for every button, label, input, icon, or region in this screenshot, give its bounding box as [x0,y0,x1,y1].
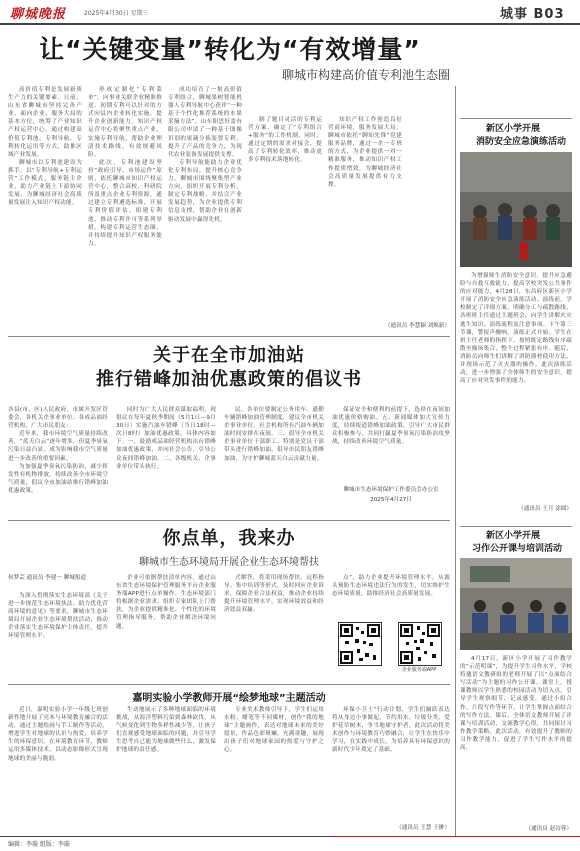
lead-paragraph: 知识产权工作创造良好营商环境，服务发展大局。聊城市依托“聊知先锋”党建服务品牌，通过一企一专班的方式，为企业提供一对一精准服务，推动知识产权工作提质增效，为聊城经济社会高质量发展提供有力支撑。 [328,117,402,188]
qr-code-icon [399,623,441,665]
footer-rule [0,836,330,837]
lab-column-2 [116,706,216,832]
section-label: 城事 B03 [500,7,565,22]
divider [8,520,450,521]
gas-column-4 [332,406,450,482]
right-story-2-byline: （通讯员 赵诗蓉） [525,826,572,832]
gas-column-3 [224,406,324,512]
issue-date: 2025年4月30日 星期三 [84,10,149,17]
divider [8,336,450,337]
lead-byline: （通讯员 李慧颖 刘焕新） [384,323,450,329]
lead-column-4 [248,116,322,332]
divider [460,526,572,527]
gas-signature: 聊城市生态环境保护工作委员会办公室 [343,487,439,493]
gas-paragraph: 为加强夏季臭氧污染防治，减少挥发性有机物排放，持续改善全市环境空气质量，倡议全市加油站推行错峰加油优惠政策。 [8,463,108,494]
divider [8,684,450,685]
lead-paragraph: 聊城市以专利池建设为抓手，以“专利导航+专利运营”工作模式，服务链主企业，助力产业链上下游协同发展，为聊城经济社会高质量发展注入知识产权动能。 [8,159,82,207]
lab-column-1 [8,706,108,832]
gas-paragraph: 近年来，我市环境空气质量持续改善，“蓝天白云”逐年增多，但夏季臭氧污染日益凸显，成为影响我市空气质量进一步改善的重要因素。 [8,431,108,462]
footer-accent [330,836,580,837]
masthead-rule [0,23,580,25]
gas-salutation: 各县(市、区)人民政府，市属开发区管委会，各机关企事业单位、各成品油经营机构，广大市民朋友： [8,407,108,430]
lab-paragraph: 生动地展示了多种地球面临的环境挑战，从海洋塑料污染到森林砍伐，从气候变化到生物多样性减少等，让孩子们直观感受地球面临的问题，并引导学生思考自己能为地球做些什么，激发保护地球的责任感。 [116,707,216,754]
qr-code-app[interactable] [398,622,442,666]
gas-paragraph: 民，各单位要制定公务用车、通勤车辆错峰加油管理制度，建议全市机关企事业单位、社会机构所有汽油车辆加油时间安排在夜间。三、倡导全市机关企事业单位干部职工、特别是党员干部带头进行错峰加油，倡导市民朋友错峰加油，为守护聊城蓝天白云贡献力量。 [224,407,324,462]
lead-column-1 [8,86,82,332]
right-story-1-byline: （通讯员 王月 涂圆） [518,506,572,512]
gas-column-2 [116,406,216,512]
classroom-illustration [460,558,572,650]
order-column-2 [116,574,216,678]
right-story-2-title-2: 习作公开课与培训活动 [472,544,563,554]
lab-paragraph: 环保小卫士“行动计划，学生们踊跃表达将从身边小事做起，节约用水、垃圾分类、爱护花草树木，争当地球守护者。此次活动将美术创作与环境教育巧妙融合，让学生在快乐中学习，在实践中成长，为培养具有环保意识的新时代少年奠定了基础。 [332,707,450,754]
order-column-3 [224,574,324,678]
writing-class-photo [460,558,572,650]
right-story-1-body [460,272,572,507]
gas-date: 2025年4月27日 [370,497,412,503]
divider [460,118,572,119]
lab-column-4 [332,706,450,822]
fire-drill-photo [460,152,572,267]
order-column-1 [8,592,108,678]
lead-paragraph: 制了题目灵活的专利运营方案，确定了“专利组合+服务”的工作机制，同时，通过定期的需求对接会，提高了专利转化效率，推动更多专利技术落地转化。 [248,117,322,164]
lab-byline: （通讯员 王慧 王翀） [396,825,450,831]
right-story-1-title-2: 消防安全应急演练活动 [476,137,567,147]
order-byline: 侯梦芸 通讯员 李建一 聊城报道 [8,575,87,581]
qr-caption-app: 企业服务端APP [401,667,437,673]
lead-paragraph: 成功培育了一批高价值专利组合，聊城果树智能机器人专利导航中心获评“一种基于个性化推荐系统的水果采摘方法”，山东阳思好盖有限公司申请了一种基于图像识别的果蔬分拣装置专利，提升了产品的竞争力，为现代农业装备发展提供支撑。 [168,87,242,158]
right-story-1-paragraph: 为增强师生消防安全意识，提升应急避险与自救互救能力，提高学校突发公共事件的应对能力，4月28日，东昌府区新区小学开展了消防安全应急演练活动。演练前，学校制定了详细方案，明确分工与疏散路线，各班班主任通过主题班会，向学生讲解火灾逃生知识、演练流程及注意事项。下午第三节课，警报声骤响，演练正式开始。学生在班主任老师的指挥下，按照既定路线有序疏散至操场集合，整个过程紧张有序。随后，消防员向师生们讲解了消防器材使用方法，并现场示范了灭火器的操作。此次演练活动，进一步增强了全体师生的安全意识，提高了应对突发事件的能力。 [460,273,572,385]
lead-paragraph: 形成定制化“专利菜单”，向事业关联企业精准推送。初期专利可以针对的方式向县内企业转化实施，提升企业创新能力。知识产权运营中心将聚焦重点产业，实施专利导航，帮助企业理清技术路线，有效规避风险。 [88,87,162,158]
right-story-1-title-1: 新区小学开展 [486,124,541,134]
column-divider [455,86,456,836]
lead-subhead: 聊城市构建高价值专利池生态圈 [281,68,450,82]
order-paragraph: 点”，助力企业提升环境管理水平，从源头预防生态环境违法行为的发生，切实维护生态环境质量，助推经济社会高质量发展。 [332,575,450,598]
right-story-2-paragraph: 4月17日，新区小学开展了习作教学的“示范明课”，为提升学生习作水平，学校特邀语文教研组的老师开展了以“点面结合写活动”为主题的习作公开课。课堂上，授课教师以学生熟悉的校园活动为切入点，引导学生观察细节、记录感受，通过小组合作、片段写作等环节，让学生掌握点面结合的写作方法。课后，全体语文教师开展了评课与培训活动，交流教学心得，共同探讨习作教学策略。此次活动，有效提升了教师的习作教学能力，促进了学生写作水平的提高。 [460,656,572,752]
lab-paragraph: 近日，嘉明实验小学一年级七班创新性地开展了亮木与环境教育融合的活动，通过主题绘画与手工制作等活动，增进学生对地球的认识与热爱，培养学生的环保意识。在环境教育环节，教师运用多媒体技术，以动态影像形式呈现地球的美丽与脆弱。 [8,707,108,762]
order-paragraph: 为深入贯彻落实生态环境部《关于进一步规范生态环境执法、助力优化营商环境的意见》等要求，聊城市生态环境局开展企业生态环境帮扶活动，推动企业落实生态环境保护主体责任，提升环境管理水平。 [8,593,108,640]
qr-code-icon [339,623,381,665]
masthead [0,0,580,24]
lead-headline: 让“关键变量”转化为“有效增量” [39,35,421,64]
newspaper-logo: 聊城晚报 [10,7,67,22]
gas-headline-line-2: 推行错峰加油优惠政策的倡议书 [96,369,362,390]
lab-column-3 [224,706,324,832]
gas-paragraph: 同时为广大人民群众谋取福利，现倡议在每年夏秋季期间（5月1日—9月30日）实施汽油车错峰（当日18时—次日8时）加油优惠政策，具体内容如下：一、鼓励成品油经营机构出台错峰加油优惠政策，并向社会公告，引导公众夜间错峰加油。二、各级机关、企事业单位带头执行。 [116,407,216,470]
lead-column-2 [88,86,162,332]
lab-headline: 嘉明实验小学教师开展“绘梦地球”主题活动 [132,693,326,704]
order-paragraph: 式解答，将采用现场帮扶、远程指导、集中培训等形式，及时回应企业诉求，保障企业合法权益，推动企业持续提升环境管理水平，实现环境效益和经济效益双赢。 [224,575,324,614]
order-paragraph: 企业可依据帮扶清单内容，通过山东省生态环境保护管理服务平台企业服务端APP进行点单操作。生态环境部门将根据企业需求，组织专家团队上门帮扶，为企业提供精准化、个性化的环境管理指导服务，帮助企业解决环境问题。 [116,575,216,630]
lab-paragraph: 专业美术教师引导下，学生们运用水粉、蜡笔等不同媒材，创作“我的地球”主题画作，表达对地球未来的美好愿景，作品色彩斑斓，充满童趣，展现出孩子们对地球家园的热爱与守护之心。 [224,707,324,754]
order-headline: 你点单，我来办 [162,528,296,549]
qr-code[interactable] [338,622,382,666]
order-subhead: 聊城市生态环境局开展企业生态环境帮扶 [139,557,319,568]
lead-paragraph: 此次，专利池建设坚持“政府引导、市场运作”原则，依托聊城市知识产权运营中心，整合高校、科研院所及重点企业专利资源，通过建立专利遴选标准、开展专利价值评估、组建专利池、推动专利许可等系列举措，构建专利运营生态圈，并持续提升知识产权服务能力。 [88,159,162,247]
lead-column-3 [168,86,242,332]
lead-paragraph: 高价值专利是发展新质生产力的关键要素。日前，山东省聊城市坚持完善产业、面向企业、服务大局的基本方位，统筹了产业知识产权运营中心，通过构建高价值专利池、专利导航、专利转化运用等方式，助推区域产业发展。 [8,87,82,158]
gas-paragraph: 保证安全和便利的前提下，选择在夜间加油优惠价格购油。五、新闻媒体加大宣传力度，持续报道错峰加油政策，引导广大市民群众积极参与，共同打赢夏季臭氧污染防治攻坚战，持续改善环境空气质量。 [332,407,450,446]
order-column-4 [332,574,450,620]
gas-headline-line-1: 关于在全市加油站 [153,345,305,366]
right-story-2-title-1: 新区小学开展 [486,531,541,541]
lead-column-5 [328,116,402,332]
right-story-2-body [460,655,572,825]
editor-credit: 编辑：李璇 组版：李璇 [8,841,70,848]
lead-paragraph: 专利导航能助力企业优化专利布局，提升核心竞争力。聊城市围绕聚集型产业方向，组织开展专利分析、制定专利战略，并结合产业发展趋势，为企业提供专利信息支撑，帮助企业在创新驱动发展中赢得先机。 [168,159,242,223]
gas-column-1 [8,406,108,512]
fire-drill-illustration [460,152,572,267]
